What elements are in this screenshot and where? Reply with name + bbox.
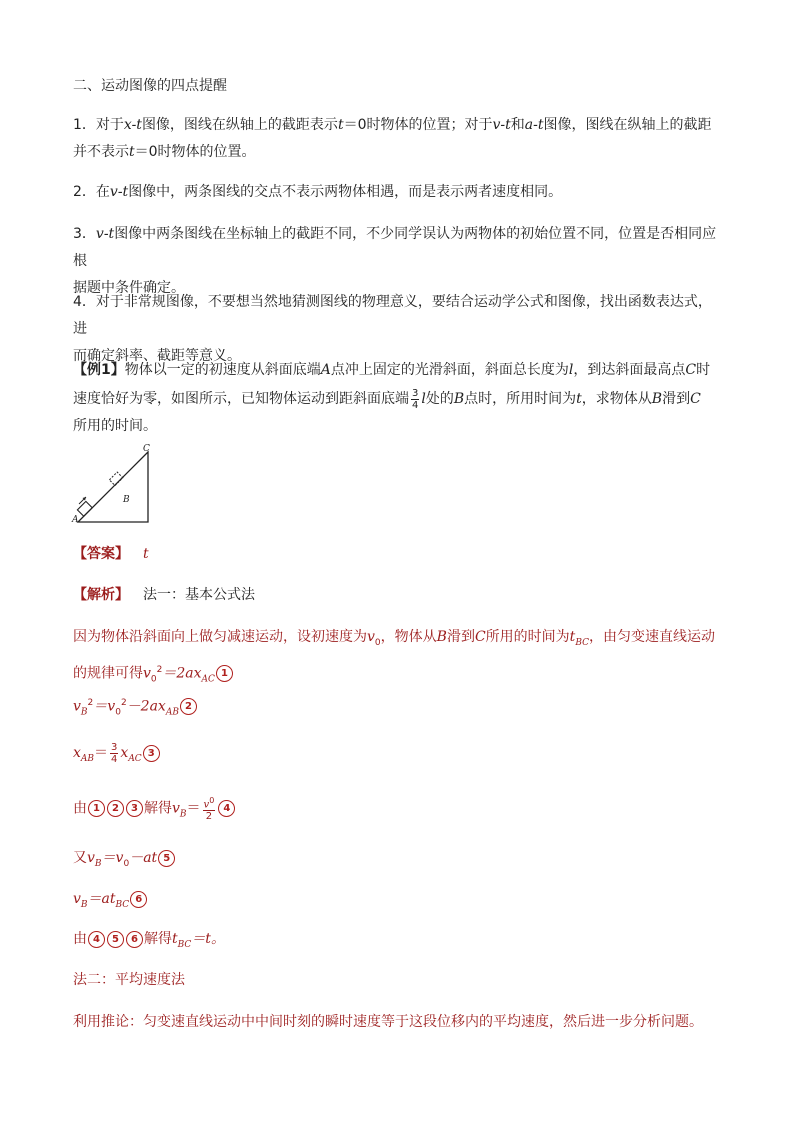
point-2: 2．在v-t图像中，两条图线的交点不表示两物体相遇，而是表示两者速度相同。 bbox=[73, 184, 563, 200]
solution-paragraph: 因为物体沿斜面向上做匀减速运动，设初速度为$v_0$，物体从B滑到C所用的时间为$t_{BC}$，由匀变速直线运动 的规律可得$v_0^2=2ax_{AC}1$ bbox=[73, 629, 715, 685]
equation-3: $x_{AB}=$ $\frac{3}{4}$ $x_{AC}3$ bbox=[73, 740, 723, 773]
equation-2: $v_B^2=v_0^2-2ax_{AB}2$ bbox=[73, 690, 723, 726]
method-2-title: 法二：平均速度法 bbox=[73, 972, 185, 988]
equation-7: 由 4 5 6 解得$t_{BC}=t$。 bbox=[73, 931, 225, 950]
point-3: 3．v-t图像中两条图线在坐标轴上的截距不同，不少同学误认为两物体的初始位置不同，位置是否相同应根 据题中条件确定。 bbox=[73, 226, 717, 296]
point-4: 4．对于非常规图像，不要想当然地猜测图线的物理意义，要结合运动学公式和图像，找出函数表达式，进 而确定斜率、截距等意义。 bbox=[73, 294, 712, 364]
label-B: B bbox=[123, 495, 130, 505]
equation-4: 由 1 2 3 解得$v_B=$ $\frac{v^0}{2}$ 4 bbox=[73, 795, 723, 828]
point-1: 1．对于x-t图像，图线在纵轴上的截距表示t＝0时物体的位置；对于v-t和a-t图像，图线在纵轴上的截距 并不表示t＝0时物体的位置。 bbox=[73, 117, 712, 160]
incline-figure bbox=[70, 442, 155, 526]
label-C: C bbox=[143, 444, 150, 454]
section-title: 二、运动图像的四点提醒 bbox=[73, 78, 227, 94]
method-2-text: 利用推论：匀变速直线运动中中间时刻的瞬时速度等于这段位移内的平均速度，然后进一步分析问题。 bbox=[73, 1014, 703, 1030]
answer: 【答案】 t bbox=[73, 546, 149, 562]
analysis-heading: 【解析】 法一：基本公式法 bbox=[73, 587, 255, 603]
label-A: A bbox=[72, 515, 79, 525]
equation-6: $v_B=at_{BC}6$ bbox=[73, 886, 723, 919]
example-1: 【例1】物体以一定的初速度从斜面底端A点冲上固定的光滑斜面，斜面总长度为l，到达斜面最高点C时 速度恰好为零，如图所示，已知物体运动到距斜面底端 $\frac{3}{4}$ l处的B点时，所用时间为t，求物体从B滑到C 所用的时间。 bbox=[73, 362, 711, 434]
equation-5: 又$v_B=v_0-at$ 5 bbox=[73, 845, 723, 878]
